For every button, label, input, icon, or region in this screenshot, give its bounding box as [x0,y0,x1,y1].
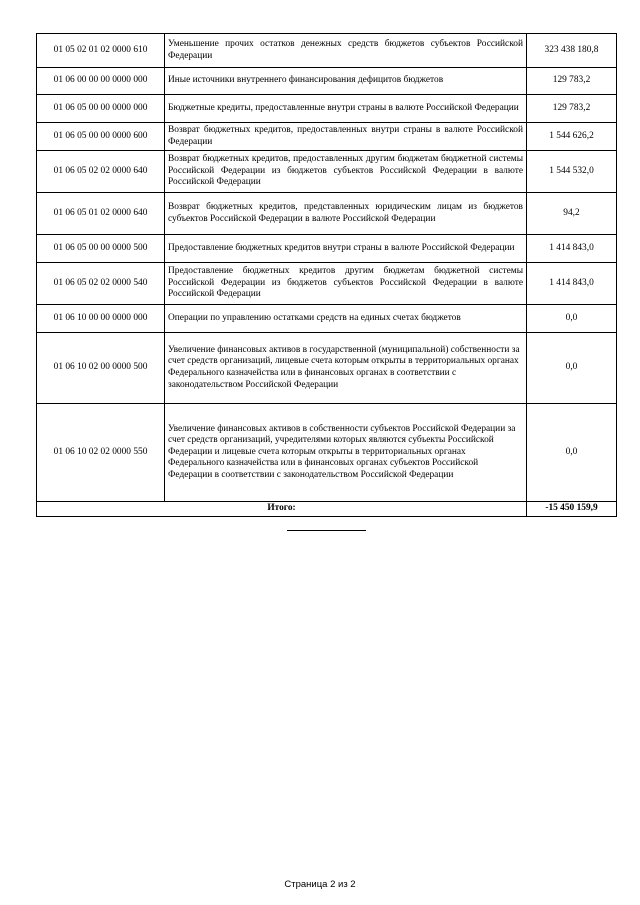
row-name: Иные источники внутреннего финансирования дефицитов бюджетов [165,68,527,95]
table-row [37,34,617,68]
row-sum: 1 544 626,2 [527,123,617,151]
row-sum: 1 414 843,0 [527,263,617,305]
row-sum: 323 438 180,8 [527,34,617,68]
row-code: 01 06 05 00 00 0000 000 [37,95,165,123]
total-label: Итого: [37,502,527,517]
table-row [37,95,617,123]
table-row [37,193,617,235]
row-sum: 0,0 [527,305,617,333]
table-row [37,404,617,502]
budget-sources-table [36,33,617,517]
row-code: 01 06 00 00 00 0000 000 [37,68,165,95]
table-row [37,151,617,193]
total-row [37,502,617,517]
table-row [37,263,617,305]
row-name: Предоставление бюджетных кредитов внутри страны в валюте Российской Федерации [165,235,527,263]
row-code: 01 06 10 02 00 0000 500 [37,333,165,404]
row-name: Предоставление бюджетных кредитов другим бюджетам бюджетной системы Российской Федерации из бюджетов субъектов Российской Федерации в валюте Российской Федерации [165,263,527,305]
end-of-table-divider [287,530,366,531]
row-sum: 94,2 [527,193,617,235]
table-row [37,333,617,404]
row-sum: 1 544 532,0 [527,151,617,193]
row-name: Возврат бюджетных кредитов, предоставленных другим бюджетам бюджетной системы Российской Федерации из бюджетов субъектов Российской Федерации в валюте Российской Федерации [165,151,527,193]
table-row [37,305,617,333]
row-name: Бюджетные кредиты, предоставленные внутри страны в валюте Российской Федерации [165,95,527,123]
row-sum: 1 414 843,0 [527,235,617,263]
row-name: Уменьшение прочих остатков денежных средств бюджетов субъектов Российской Федерации [165,34,527,68]
row-sum: 0,0 [527,333,617,404]
page-number: Страница 2 из 2 [284,879,356,890]
table-row [37,123,617,151]
row-name: Возврат бюджетных кредитов, предоставленных внутри страны в валюте Российской Федерации [165,123,527,151]
table-row [37,68,617,95]
row-sum: 129 783,2 [527,95,617,123]
row-sum: 0,0 [527,404,617,502]
row-code: 01 06 10 00 00 0000 000 [37,305,165,333]
row-code: 01 06 10 02 02 0000 550 [37,404,165,502]
row-name: Увеличение финансовых активов в собственности субъектов Российской Федерации за счет средств организаций, учредителями которых являются субъекты Российской Федерации и лицевые счета которым открыты в территориальных органах Федерального казначейства или в финансовых органах субъектов Российской Федерации в соответствии с законодательством Российской Федерации [165,404,527,502]
row-name: Операции по управлению остатками средств на единых счетах бюджетов [165,305,527,333]
row-code: 01 06 05 01 02 0000 640 [37,193,165,235]
row-name: Возврат бюджетных кредитов, представленных юридическим лицам из бюджетов субъектов Российской Федерации в валюте Российской Федерации [165,193,527,235]
row-code: 01 06 05 00 00 0000 600 [37,123,165,151]
row-name: Увеличение финансовых активов в государственной (муниципальной) собственности за счет средств организаций, лицевые счета которым открыты в территориальных органах Федерального казначейства или в финансовых органах в соответствии с законодательством Российской Федерации [165,333,527,404]
table-row [37,235,617,263]
row-code: 01 06 05 02 02 0000 640 [37,151,165,193]
row-sum: 129 783,2 [527,68,617,95]
row-code: 01 06 05 00 00 0000 500 [37,235,165,263]
row-code: 01 05 02 01 02 0000 610 [37,34,165,68]
page-footer [0,879,640,890]
total-sum: -15 450 159,9 [527,502,617,517]
row-code: 01 06 05 02 02 0000 540 [37,263,165,305]
